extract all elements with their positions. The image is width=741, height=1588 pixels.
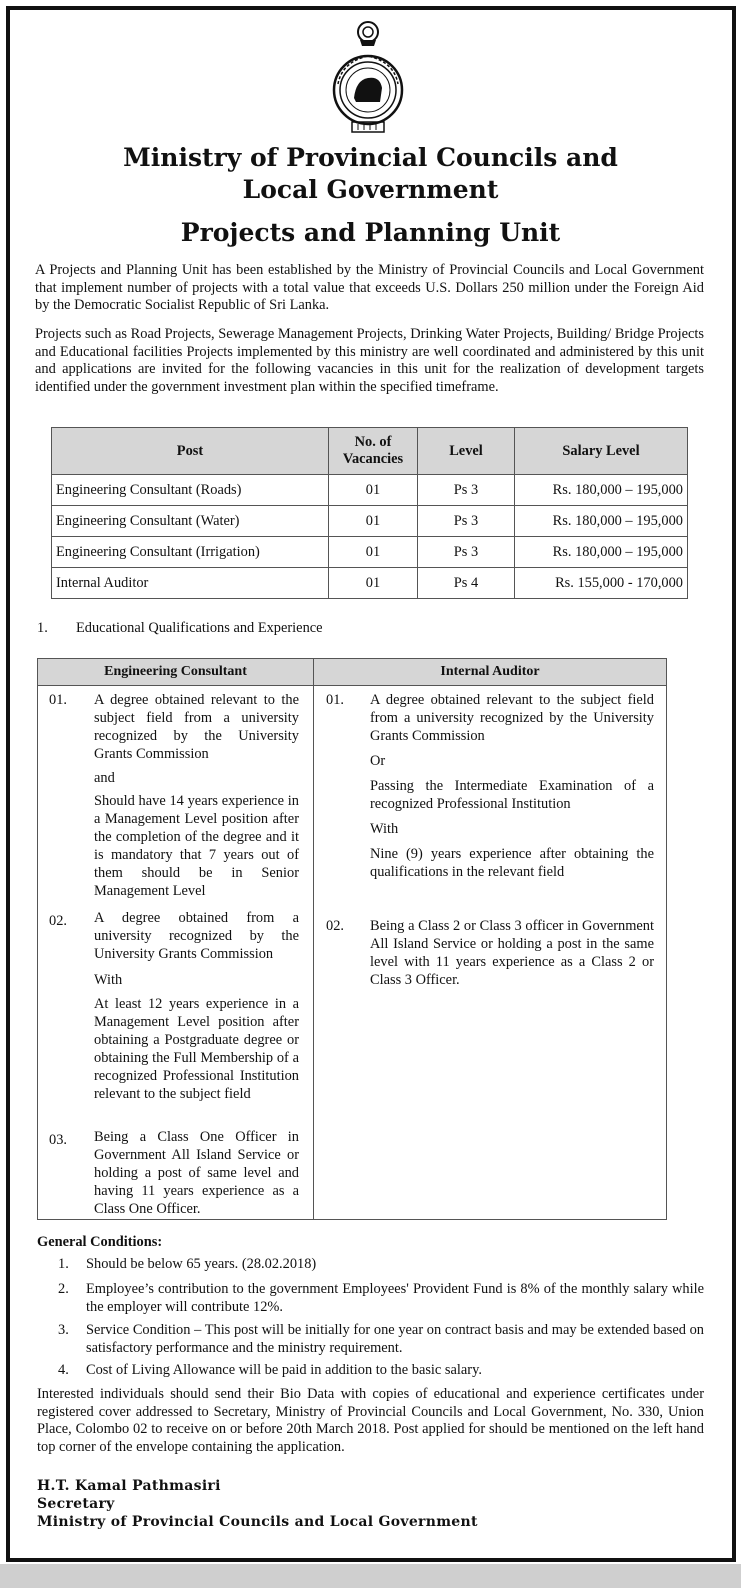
- condition-text: Should be below 65 years. (28.02.2018): [86, 1256, 317, 1272]
- intro-paragraph-1: A Projects and Planning Unit has been established by the Ministry of Provincial Councils and Local Government that implement number of projects with a total value that exceeds U.S. Dollars 250 million under the Foreign Aid by the Democratic Socialist Republic of Sri Lanka.: [35, 262, 704, 314]
- aud-item-text: Nine (9) years experience after obtaining the qualifications in the relevant field: [370, 846, 654, 880]
- eng-item-number: 01.: [49, 692, 67, 708]
- header-vacancies: No. of Vacancies: [329, 428, 418, 475]
- condition-number: 1.: [58, 1256, 69, 1272]
- condition-number: 4.: [58, 1362, 69, 1378]
- cell-level: Ps 3: [418, 537, 515, 568]
- cell-vacancies: 01: [329, 506, 418, 537]
- cell-level: Ps 3: [418, 506, 515, 537]
- closing-paragraph: Interested individuals should send their Bio Data with copies of educational and experience certificates under registered cover addressed to Secretary, Ministry of Provincial Councils and Local Government, No. 330, Union Place, Colombo 02 to receive on or before 20th March 2018. Post applied for should be mentioned on the left hand top corner of the envelope containing the application.: [37, 1386, 704, 1455]
- condition-number: 2.: [58, 1281, 69, 1297]
- cell-vacancies: 01: [329, 475, 418, 506]
- eng-item-text: Should have 14 years experience in a Management Level position after the completion of the degree and it is mandatory that 7 years out of them should be in Senior Management Level: [94, 793, 299, 899]
- aud-item-connector: With: [370, 821, 399, 837]
- aud-item-number: 01.: [326, 692, 344, 708]
- aud-item-text: Passing the Intermediate Examination of a recognized Professional Institution: [370, 778, 654, 812]
- eng-item-text: Being a Class One Officer in Government All Island Service or holding a post of same level and having 11 years experience as a Class One Officer.: [94, 1129, 299, 1217]
- qualifications-table: [37, 658, 667, 1220]
- title-line-2: Local Government: [242, 175, 499, 204]
- bottom-bar: [0, 1564, 741, 1588]
- eng-item-number: 02.: [49, 913, 67, 929]
- sri-lanka-emblem-icon: [330, 18, 406, 136]
- table-row: [52, 506, 688, 537]
- table-row: [52, 475, 688, 506]
- cell-level: Ps 3: [418, 475, 515, 506]
- cell-post: Engineering Consultant (Irrigation): [52, 537, 329, 568]
- aud-item-text: Being a Class 2 or Class 3 officer in Government All Island Service or holding a post in the same level with 11 years experience as a Class 2 or Class 3 Officer.: [370, 918, 654, 988]
- section-title: Educational Qualifications and Experience: [76, 620, 323, 636]
- cell-post: Internal Auditor: [52, 568, 329, 599]
- header-level: Level: [418, 428, 515, 475]
- table-row: [52, 568, 688, 599]
- table-header-row: [52, 428, 688, 475]
- signatory-organization: Ministry of Provincial Councils and Local Government: [37, 1514, 478, 1530]
- qual-heading-auditor: Internal Auditor: [314, 659, 666, 686]
- eng-item-number: 03.: [49, 1132, 67, 1148]
- header-salary: Salary Level: [515, 428, 688, 475]
- eng-item-text: At least 12 years experience in a Management Level position after obtaining a Postgraduate degree or obtaining the Full Membership of a recognized Professional Institution relevant to the subject field: [94, 996, 299, 1102]
- cell-post: Engineering Consultant (Water): [52, 506, 329, 537]
- condition-text: Service Condition – This post will be initially for one year on contract basis and may be extended based on satisfactory performance and the ministry requirement.: [86, 1322, 704, 1356]
- vacancies-table: [51, 427, 688, 599]
- condition-number: 3.: [58, 1322, 69, 1338]
- cell-vacancies: 01: [329, 537, 418, 568]
- condition-text: Employee’s contribution to the government Employees' Provident Fund is 8% of the monthly salary while the employer will contribute 12%.: [86, 1281, 704, 1315]
- eng-item-text: A degree obtained relevant to the subject field from a university recognized by the University Grants Commission: [94, 692, 299, 762]
- cell-post: Engineering Consultant (Roads): [52, 475, 329, 506]
- eng-item-text: A degree obtained from a university recognized by the University Grants Commission: [94, 910, 299, 962]
- condition-text: Cost of Living Allowance will be paid in addition to the basic salary.: [86, 1362, 482, 1378]
- table-row: [52, 537, 688, 568]
- general-conditions-title: General Conditions:: [37, 1234, 163, 1250]
- eng-item-connector: With: [94, 972, 123, 988]
- column-divider: [313, 659, 314, 1219]
- cell-salary: Rs. 180,000 – 195,000: [515, 475, 688, 506]
- cell-salary: Rs. 155,000 - 170,000: [515, 568, 688, 599]
- section-number: 1.: [37, 620, 48, 636]
- aud-item-number: 02.: [326, 918, 344, 934]
- cell-level: Ps 4: [418, 568, 515, 599]
- signatory-role: Secretary: [37, 1496, 115, 1512]
- eng-item-connector: and: [94, 770, 115, 786]
- title-line-1: Ministry of Provincial Councils and: [123, 143, 618, 172]
- cell-vacancies: 01: [329, 568, 418, 599]
- aud-item-connector: Or: [370, 753, 386, 769]
- cell-salary: Rs. 180,000 – 195,000: [515, 537, 688, 568]
- aud-item-text: A degree obtained relevant to the subject field from a university recognized by the University Grants Commission: [370, 692, 654, 744]
- subtitle: Projects and Planning Unit: [180, 218, 561, 247]
- header-post: Post: [52, 428, 329, 475]
- qual-heading-engineering: Engineering Consultant: [38, 659, 313, 686]
- signatory-name: H.T. Kamal Pathmasiri: [37, 1478, 221, 1494]
- cell-salary: Rs. 180,000 – 195,000: [515, 506, 688, 537]
- intro-paragraph-2: Projects such as Road Projects, Sewerage Management Projects, Drinking Water Projects, Building/ Bridge Projects and Educational facilities Projects implemented by this ministry are well coordinated and administered by this unit and applications are invited for the following vacancies in this unit for the realization of development targets identified under the government investment plan within the specified timeframe.: [35, 326, 704, 395]
